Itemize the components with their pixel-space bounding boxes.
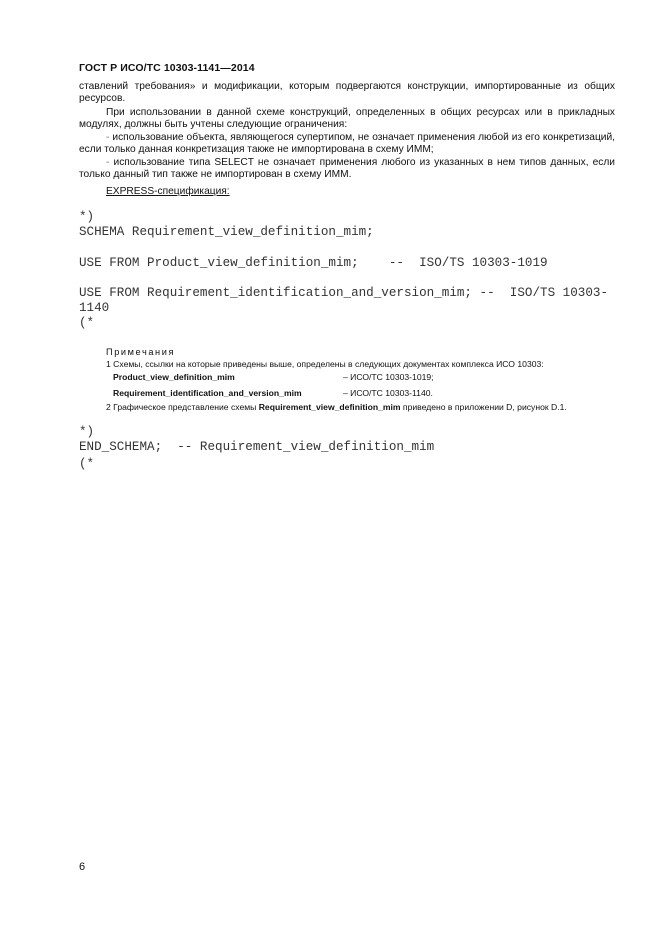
page-number: 6 <box>79 861 86 873</box>
express-spec-label <box>106 186 230 197</box>
note-2 <box>106 402 567 413</box>
note-1: 1 Схемы, ссылки на которые приведены выше, определены в следующих документах комплекса ИСО 10303: <box>106 359 544 369</box>
note-ref-1-doc: – ИСО/ТС 10303-1019; <box>343 372 434 382</box>
code-comment-close: *) <box>79 210 95 224</box>
express-spec-label-text: EXPRESS-спецификация: <box>106 186 230 197</box>
code-use-from-product: USE FROM Product_view_definition_mim; -- ISO/TS 10303-1019 <box>79 256 548 270</box>
code-comment-open: (* <box>79 316 95 330</box>
bullet-dash: - <box>106 132 110 143</box>
code-use-from-requirement: USE FROM Requirement_identification_and_version_mim; -- ISO/TS 10303- <box>79 286 609 300</box>
note-2-suffix: приведено в приложении D, рисунок D.1. <box>400 402 567 412</box>
document-header: ГОСТ Р ИСО/ТС 10303-1141—2014 <box>79 62 255 74</box>
note-ref-2-name <box>113 388 302 399</box>
code-schema-declaration: SCHEMA Requirement_view_definition_mim; <box>79 225 374 239</box>
code-use-from-requirement-cont: 1140 <box>79 301 110 315</box>
code-comment-close-2: *) <box>79 425 95 439</box>
bullet-item-2-text: использование типа SELECT не означает применения любого из указанных в нем типов данных, если только данный тип также не импортирован в схему ИММ. <box>79 157 615 181</box>
bullet-dash: - <box>106 157 110 168</box>
paragraph-continuation: ставлений требования» и модификации, которым подвергаются конструкции, импортированные из общих ресурсов. <box>79 81 615 105</box>
bullet-item-2 <box>79 157 615 182</box>
note-2-schema: Requirement_view_definition_mim <box>258 402 401 412</box>
note-2-prefix: 2 Графическое представление схемы <box>106 402 259 412</box>
note-ref-2-name-text: Requirement_identification_and_version_mim <box>113 388 302 398</box>
note-ref-1-name <box>113 372 235 383</box>
note-ref-1-name-text: Product_view_definition_mim <box>113 372 235 382</box>
bullet-item-1-text: использование объекта, являющегося супертипом, не означает применения любой из его конкретизаций, если только данная конкретизация также не импортирована в схему ИММ; <box>79 132 615 156</box>
paragraph-restrictions: При использовании в данной схеме конструкций, определенных в общих ресурсах или в прикладных модулях, должны быть учтены следующие ограничения: <box>79 107 615 131</box>
bullet-item-1 <box>79 132 615 157</box>
code-end-schema: END_SCHEMA; -- Requirement_view_definition_mim <box>79 440 435 454</box>
code-comment-open-2: (* <box>79 457 95 471</box>
note-ref-2-doc: – ИСО/ТС 10303-1140. <box>343 388 433 398</box>
notes-title: Примечания <box>106 347 176 357</box>
